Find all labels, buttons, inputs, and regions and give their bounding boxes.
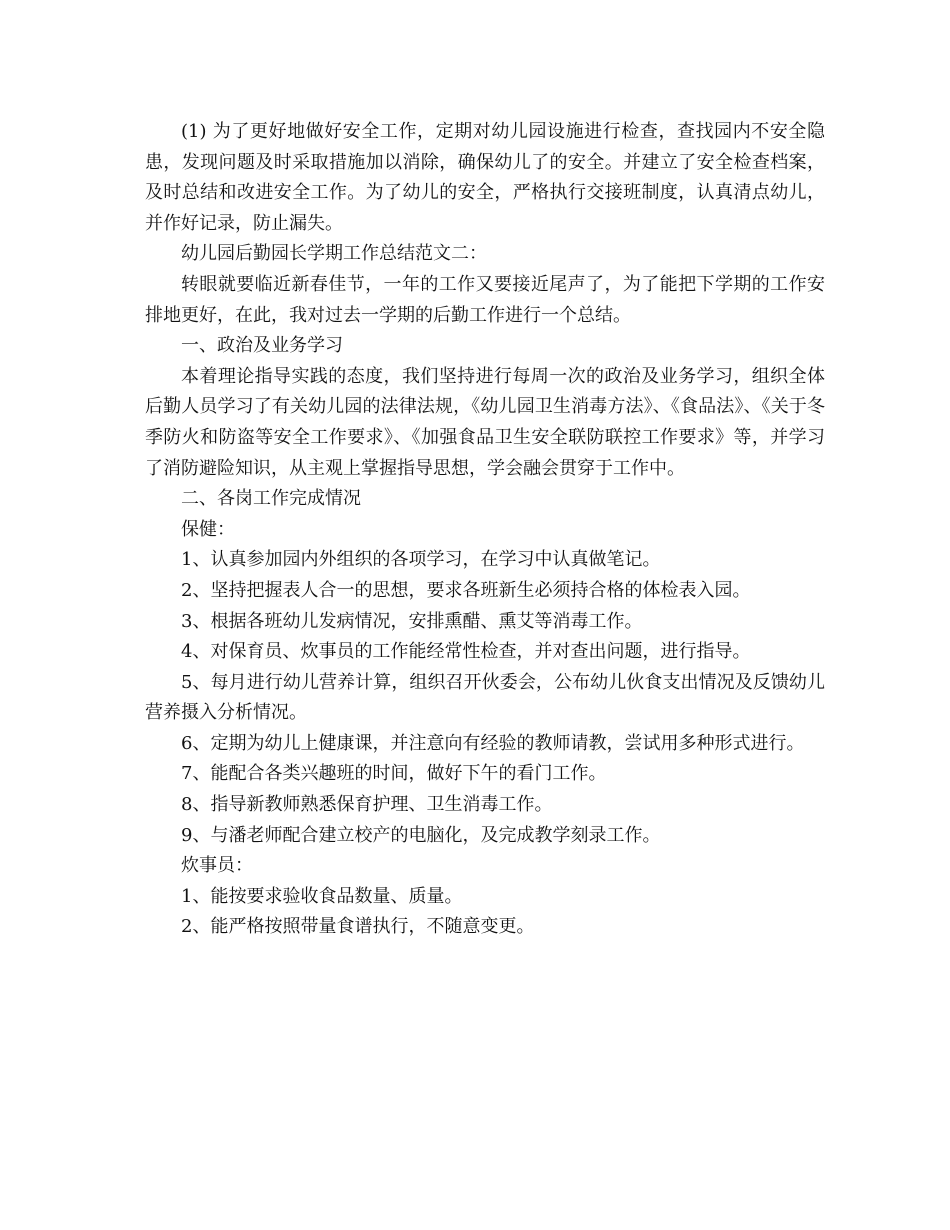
document-body [145,117,825,943]
section-heading-work-status: 二、各岗工作完成情况 [181,488,361,510]
paragraph-intro: 转眼就要临近新春佳节，一年的工作又要接近尾声了，为了能把下学期的工作安排地更好，在此，我对过去一学期的后勤工作进行一个总结。 [145,273,825,326]
paragraph-political-study: 本着理论指导实践的态度，我们坚持进行每周一次的政治及业务学习，组织全体后勤人员学习了有关幼儿园的法律法规，《幼儿园卫生消毒方法》、《食品法》、《关于冬季防火和防盗等安全工作要求》、《加强食品卫生安全联防联控工作要求》等，并学习了消防避险知识，从主观上掌握指导思想，学会融会贯穿于工作中。 [145,365,825,479]
list-item-health-8: 8、指导新教师熟悉保育护理、卫生消毒工作。 [181,794,553,816]
list-item-health-2: 2、坚持把握表人合一的思想，要求各班新生必须持合格的体检表入园。 [181,579,751,601]
list-item-cook-1: 1、能按要求验收食品数量、质量。 [181,885,463,907]
list-item-health-3: 3、根据各班幼儿发病情况，安排熏醋、熏艾等消毒工作。 [181,610,643,632]
paragraph-title-sample-two: 幼儿园后勤园长学期工作总结范文二： [181,243,487,265]
list-item-health-9: 9、与潘老师配合建立校产的电脑化，及完成教学刻录工作。 [181,824,661,846]
list-item-cook-2: 2、能严格按照带量食谱执行，不随意变更。 [181,916,535,938]
list-item-health-6: 6、定期为幼儿上健康课，并注意向有经验的教师请教，尝试用多种形式进行。 [181,732,805,754]
list-item-health-7: 7、能配合各类兴趣班的时间，做好下午的看门工作。 [181,763,607,785]
subheading-cook: 炊事员： [181,855,253,877]
list-item-health-5: 5、每月进行幼儿营养计算，组织召开伙委会，公布幼儿伙食支出情况及反馈幼儿营养摄入分析情况。 [145,671,825,724]
paragraph-safety-inspection: (1) 为了更好地做好安全工作，定期对幼儿园设施进行检查，查找园内不安全隐患，发现问题及时采取措施加以消除，确保幼儿了的安全。并建立了安全检查档案，及时总结和改进安全工作。为了幼儿的安全，严格执行交接班制度，认真清点幼儿，并作好记录，防止漏失。 [145,121,825,234]
list-item-health-4: 4、对保育员、炊事员的工作能经常性检查，并对查出问题，进行指导。 [181,641,751,663]
section-heading-political-study: 一、政治及业务学习 [181,335,343,357]
subheading-health-care: 保健： [181,518,235,540]
list-item-health-1: 1、认真参加园内外组织的各项学习，在学习中认真做笔记。 [181,549,661,571]
